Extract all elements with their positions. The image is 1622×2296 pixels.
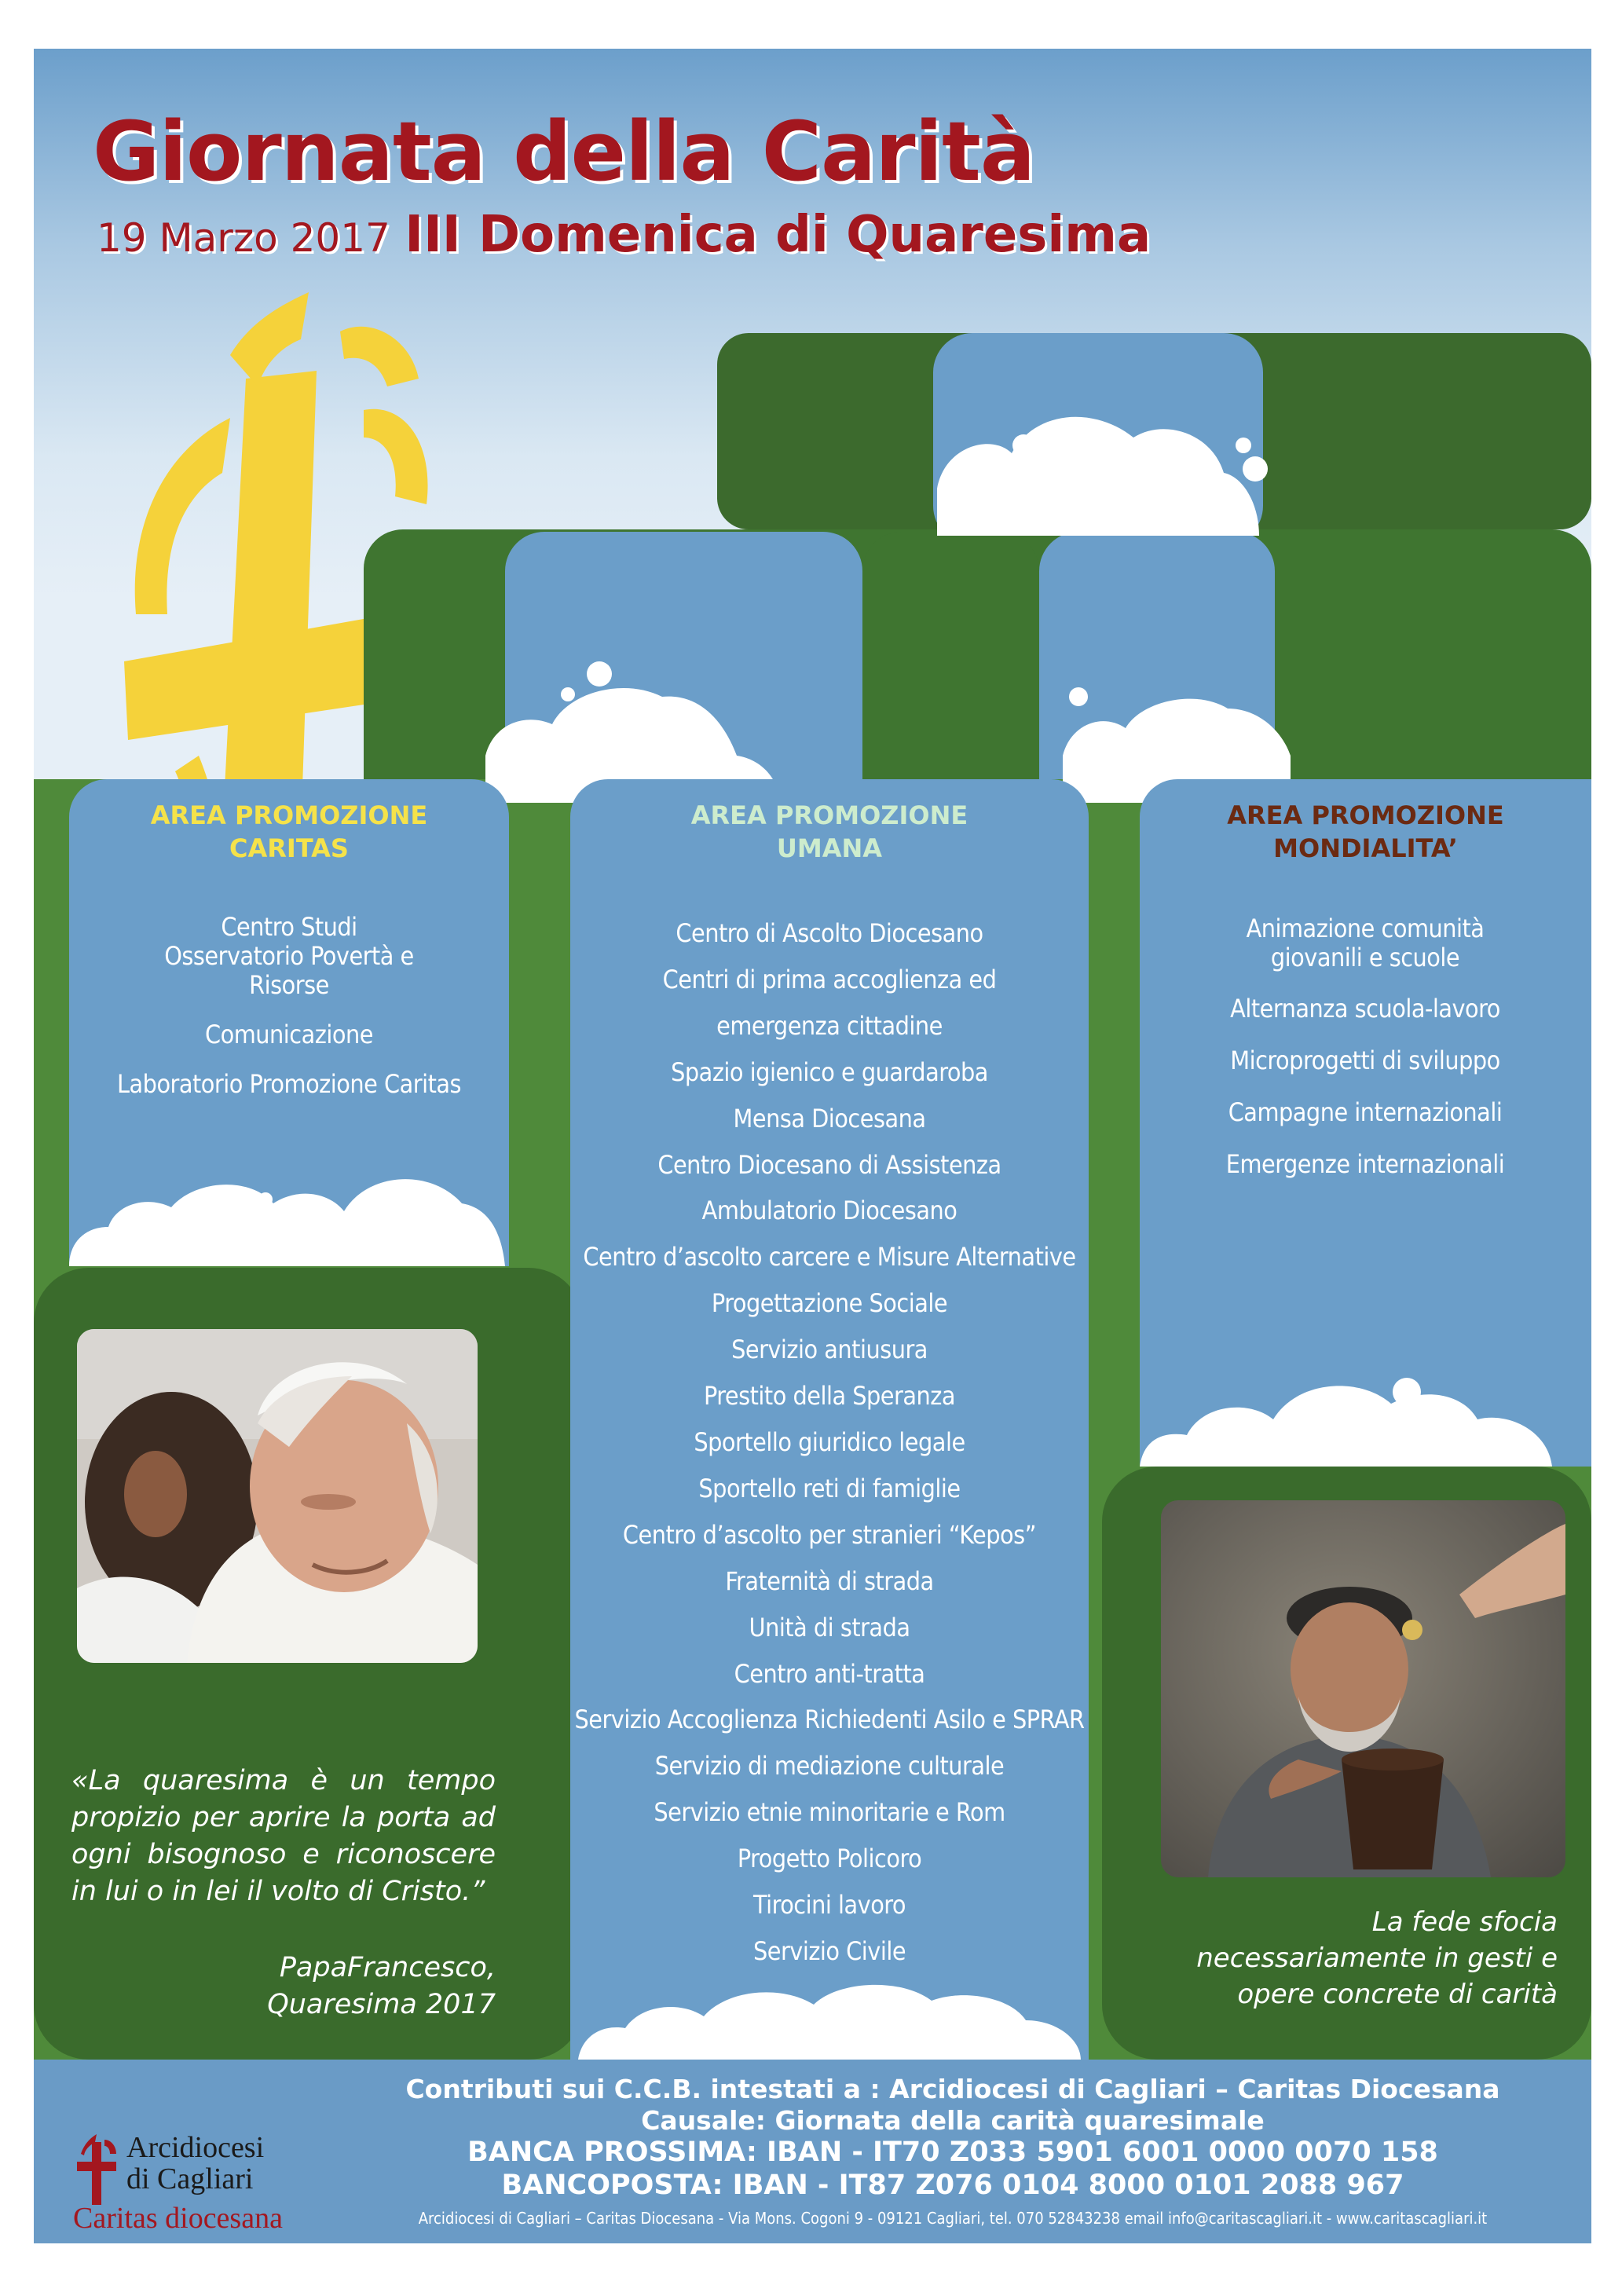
list-item: Centro anti-tratta [734, 1658, 925, 1689]
list-item: Alternanza scuola-lavoro [1230, 994, 1500, 1023]
photo-illustration [77, 1329, 478, 1663]
list-item: Servizio Accoglienza Richiedenti Asilo e SPRAR [574, 1705, 1085, 1735]
list-item: Microprogetti di sviluppo [1230, 1045, 1500, 1075]
list-item: Tirocini lavoro [752, 1890, 906, 1921]
list-item: Comunicazione [205, 1020, 373, 1049]
list-item: Ambulatorio Diocesano [701, 1196, 957, 1226]
footer-iban-banca-prossima: BANCA PROSSIMA: IBAN - IT70 Z033 5901 6001 0000 0070 158 [467, 2137, 1438, 2168]
panel-caritas-list [89, 913, 489, 1099]
poster [34, 49, 1591, 2243]
cloud-decoration [1140, 1357, 1591, 1467]
list-item: Laboratorio Promozione Caritas [116, 1069, 461, 1099]
list-item: Centro Diocesano di Assistenza [657, 1149, 1001, 1180]
list-item: Servizio Civile [752, 1935, 906, 1966]
list-item: Campagne internazionali [1228, 1097, 1503, 1127]
page-title: Giornata della Carità [93, 104, 1035, 200]
panel-umana-title-line2: UMANA [776, 833, 883, 863]
list-item: Fraternità di strada [725, 1565, 934, 1596]
list-item: Spazio igienico e guardaroba [671, 1056, 988, 1087]
panel-umana-list [570, 910, 1089, 1975]
logo-text [126, 2132, 264, 2195]
photo-illustration [1161, 1500, 1565, 1877]
logo-line2: di Cagliari [126, 2162, 254, 2195]
list-item: Centro di Ascolto Diocesano [676, 918, 983, 948]
quote-author-line2: Quaresima 2017 [267, 1989, 496, 2020]
caritas-logo-icon [73, 2130, 120, 2209]
list-item: Unità di strada [749, 1612, 910, 1642]
footer-iban-bancoposta: BANCOPOSTA: IBAN - IT87 Z076 0104 8000 0101 2088 967 [501, 2170, 1404, 2201]
event-date: 19 Marzo 2017 [97, 215, 390, 261]
panel-mondialita-list [1161, 914, 1569, 1179]
panel-caritas-title-line1: AREA PROMOZIONE [150, 800, 428, 830]
panel-caritas-title [69, 799, 509, 865]
panel-mondialita-title-line1: AREA PROMOZIONE [1227, 800, 1504, 830]
list-item: Centro d’ascolto carcere e Misure Alternative [583, 1242, 1076, 1273]
cloud-decoration [69, 1156, 509, 1266]
panel-mondialita-title-line2: MONDIALITA’ [1273, 833, 1458, 863]
list-item: Sportello giuridico legale [694, 1426, 965, 1457]
list-item: Mensa Diocesana [733, 1103, 926, 1133]
list-item: Servizio di mediazione culturale [654, 1751, 1005, 1782]
quote-author-line1: PapaFrancesco, [279, 1952, 496, 1983]
logo-line1: Arcidiocesi [126, 2131, 265, 2164]
footer [34, 2060, 1591, 2243]
page-subtitle [97, 206, 1151, 264]
logo-line3: Caritas diocesana [73, 2202, 283, 2235]
panel-caritas-title-line2: CARITAS [229, 833, 349, 863]
footer-causale: Causale: Giornata della carità quaresimale [641, 2105, 1265, 2136]
list-item: Emergenze internazionali [1225, 1149, 1505, 1179]
quote-text: «La quaresima è un tempo propizio per aprire la porta ad ogni bisognoso e riconoscere in lui o in lei il volto di Cristo.” [71, 1765, 496, 1907]
beggar-photo [1161, 1500, 1565, 1877]
list-item: Progetto Policoro [737, 1844, 922, 1874]
list-item: Prestito della Speranza [704, 1381, 955, 1412]
panel-umana-title [570, 799, 1089, 865]
panel-umana-title-line1: AREA PROMOZIONE [690, 800, 968, 830]
panel-mondialita-title [1140, 799, 1591, 865]
footer-contributions: Contributi sui C.C.B. intestati a : Arcidiocesi di Cagliari – Caritas Diocesana [405, 2074, 1500, 2104]
list-item: Servizio antiusura [731, 1335, 928, 1365]
list-item: Sportello reti di famiglie [698, 1473, 961, 1503]
list-item: Centro Studi Osservatorio Povertà e Risorse [164, 912, 414, 1000]
list-item: Centro d’ascolto per stranieri “Kepos” [622, 1519, 1037, 1550]
list-item: emergenza cittadine [716, 1010, 943, 1041]
list-item: Animazione comunità giovanili e scuole [1246, 914, 1485, 972]
list-item: Centri di prima accoglienza ed [662, 964, 997, 994]
footer-contact: Arcidiocesi di Cagliari – Caritas Diocesana - Via Mons. Cogoni 9 - 09121 Cagliari, tel. 070 52843238 email info@caritascagliari.it - www.caritascagliari.it [418, 2209, 1488, 2228]
list-item: Progettazione Sociale [711, 1288, 948, 1319]
photo-caption: La fede sfocia necessariamente in gesti e opere concrete di carità [1196, 1906, 1558, 2010]
pope-embrace-photo [77, 1329, 478, 1663]
event-sunday: III Domenica di Quaresima [405, 206, 1152, 264]
list-item: Servizio etnie minoritarie e Rom [654, 1797, 1005, 1828]
